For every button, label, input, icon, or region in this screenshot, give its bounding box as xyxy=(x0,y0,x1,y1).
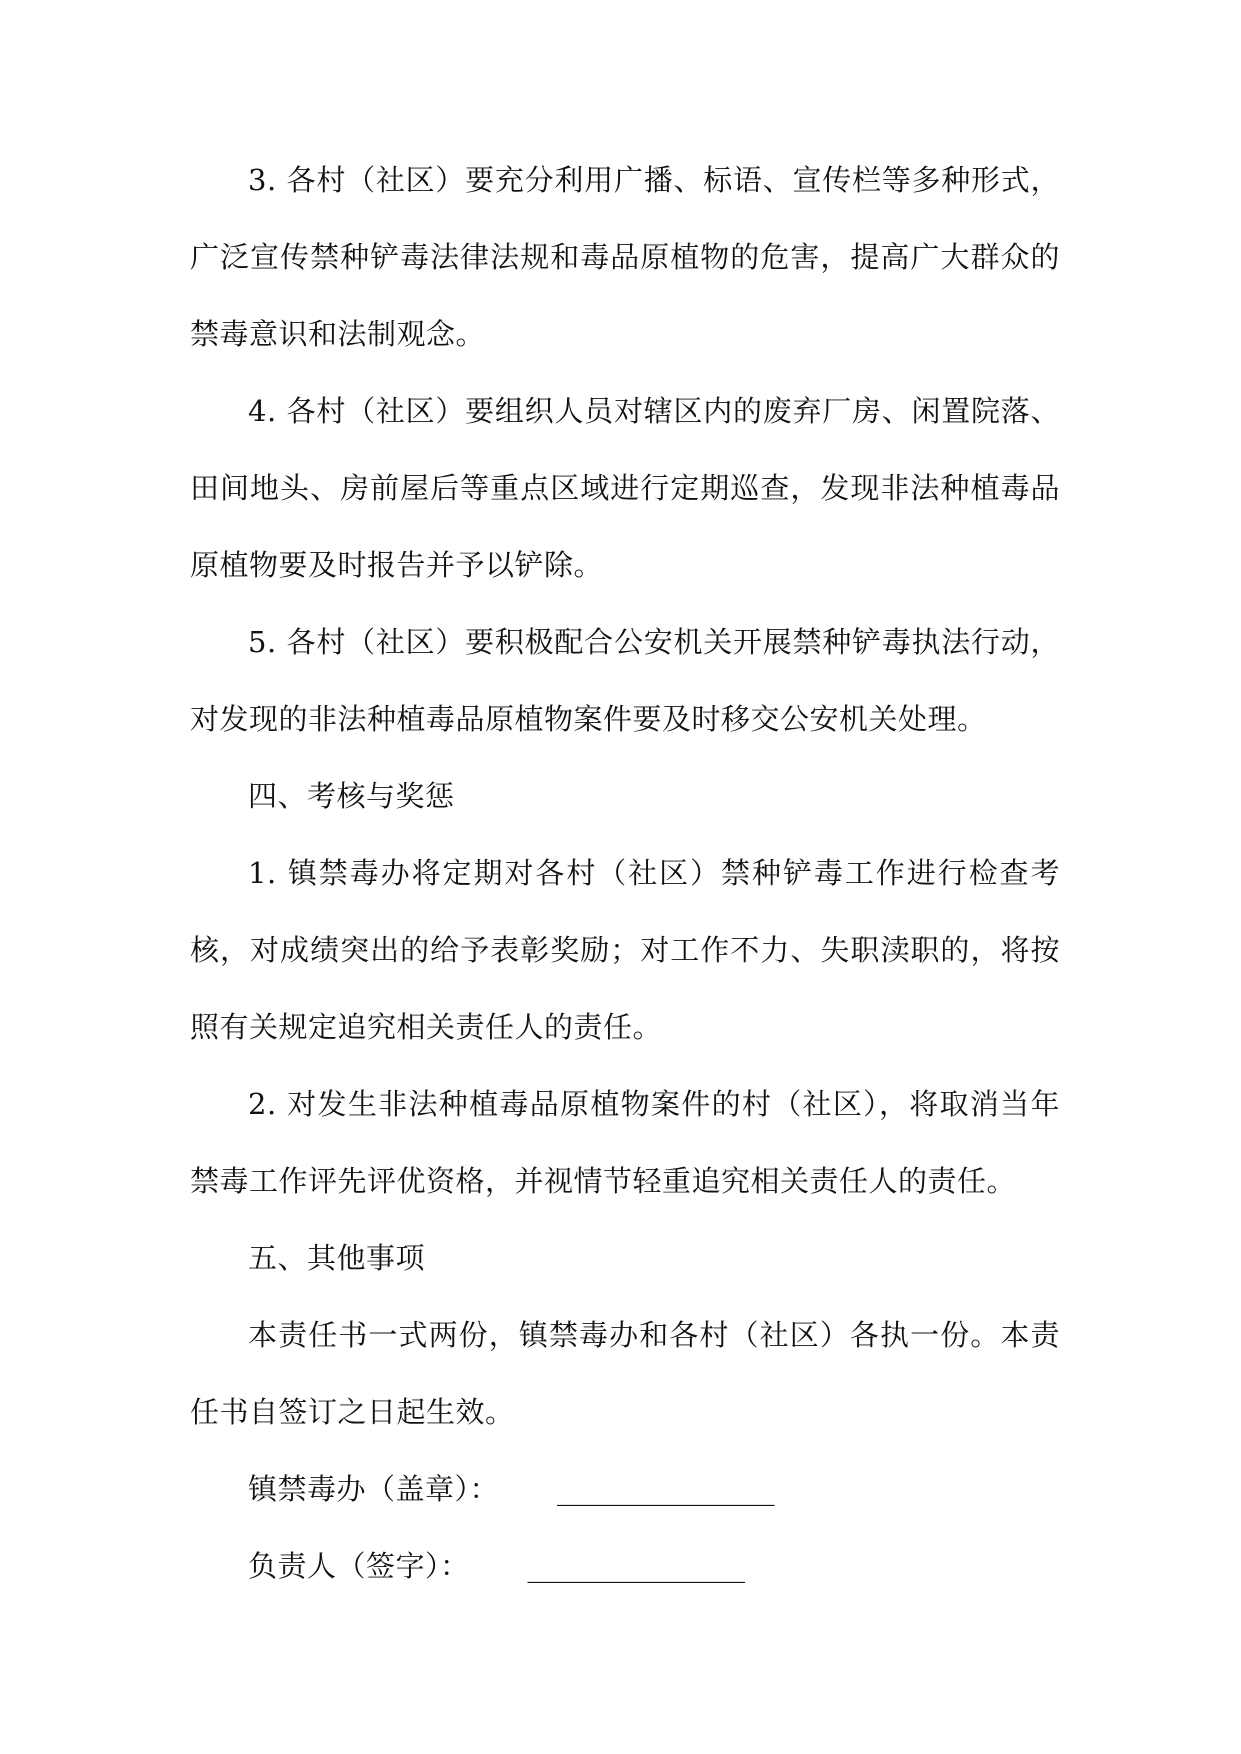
paragraph-item-4: 4. 各村（社区）要组织人员对辖区内的废弃厂房、闲置院落、田间地头、房前屋后等重点区域进行定期巡查，发现非法种植毒品原植物要及时报告并予以铲除。 xyxy=(190,394,1060,582)
signature-person-row xyxy=(190,1528,1060,1605)
signature-seal-label: 镇禁毒办（盖章）： xyxy=(248,1472,500,1506)
signature-seal-row xyxy=(190,1451,1060,1528)
paragraph-item-5: 5. 各村（社区）要积极配合公安机关开展禁种铲毒执法行动，对发现的非法种植毒品原植物案件要及时移交公安机关处理。 xyxy=(190,625,1060,736)
signature-seal-line[interactable]: _______________ xyxy=(557,1472,775,1506)
paragraph-other-matters: 本责任书一式两份，镇禁毒办和各村（社区）各执一份。本责任书自签订之日起生效。 xyxy=(190,1318,1060,1429)
paragraph-assessment-2: 2. 对发生非法种植毒品原植物案件的村（社区），将取消当年禁毒工作评先评优资格，并视情节轻重追究相关责任人的责任。 xyxy=(190,1087,1060,1198)
paragraph-assessment-1: 1. 镇禁毒办将定期对各村（社区）禁种铲毒工作进行检查考核，对成绩突出的给予表彰奖励；对工作不力、失职渎职的，将按照有关规定追究相关责任人的责任。 xyxy=(190,856,1060,1044)
section-heading-other: 五、其他事项 xyxy=(248,1241,426,1275)
paragraph-item-3: 3. 各村（社区）要充分利用广播、标语、宣传栏等多种形式，广泛宣传禁种铲毒法律法规和毒品原植物的危害，提高广大群众的禁毒意识和法制观念。 xyxy=(190,163,1060,351)
section-heading-assessment: 四、考核与奖惩 xyxy=(248,779,455,813)
document-body xyxy=(190,142,1060,1605)
signature-person-line[interactable]: _______________ xyxy=(527,1549,746,1583)
signature-person-label: 负责人（签字）： xyxy=(248,1549,470,1583)
